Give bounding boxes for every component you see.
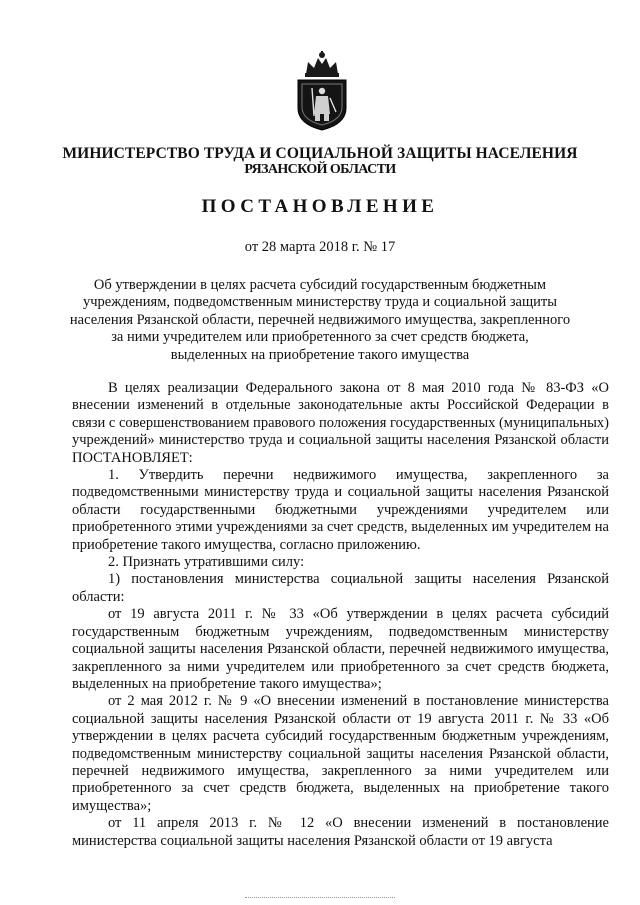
document-body xyxy=(72,380,609,850)
title-line: Об утверждении в целях расчета субсидий государственным бюджетным xyxy=(93,277,547,293)
clause-2-paragraph: 2. Признать утратившими силу: xyxy=(108,554,305,571)
repealed-act-paragraph: от 11 апреля 2013 г. № 12 «О внесении изменений в постановление министерства социальной защиты населения Рязанской области от 19 августа xyxy=(72,815,609,849)
ministry-name-line-2: РЯЗАНСКОЙ ОБЛАСТИ xyxy=(244,162,396,177)
title-line: за ними учредителем или приобретенного за счет средств бюджета, xyxy=(111,329,529,346)
title-line: выделенных на приобретение такого имущества xyxy=(170,346,470,363)
title-line: учреждениям, подведомственным министерству труда и социальной защиты xyxy=(82,294,558,311)
title-line: населения Рязанской области, перечней недвижимого имущества, закрепленного xyxy=(69,311,571,328)
clause-2-1-paragraph: 1) постановления министерства социальной защиты населения Рязанской области: xyxy=(72,571,609,605)
repealed-act-paragraph: от 19 августа 2011 г. № 33 «Об утверждении в целях расчета субсидий государственным бюджетным учреждениям, подведомственным министерству социальной защиты населения Рязанской области, перечней недвижимого имущества, закрепленного за ними учредителем или приобретенного за счет средств бюджета, выделенных на приобретение такого имущества»; xyxy=(72,606,609,692)
document-title xyxy=(60,277,580,364)
scan-footer-mark xyxy=(245,897,395,899)
ministry-name-line-1: МИНИСТЕРСТВО ТРУДА И СОЦИАЛЬНОЙ ЗАЩИТЫ НАСЕЛЕНИЯ xyxy=(62,145,578,162)
clause-1-paragraph: 1. Утвердить перечни недвижимого имущества, закрепленного за подведомственными министерству труда и социальной защиты населения Рязанской области государственными бюджетными учреждениями учредителем или приобретенного этими учреждениями за счет средств, выделенных им учредителем на приобретение такого имущества, согласно приложению. xyxy=(72,467,609,553)
ryazan-coat-of-arms-icon xyxy=(292,50,352,132)
repealed-act-paragraph: от 2 мая 2012 г. № 9 «О внесении изменений в постановление министерства социальной защиты населения Рязанской области от 19 августа 2011 г. № 33 «Об утверждении в целях расчета субсидий государственным бюджетным учреждениям, подведомственным министерству социальной защиты населения Рязанской области, перечней недвижимого имущества, закрепленного за ними учредителем или приобретенного за счет средств бюджета, выделенных на приобретение такого имущества»; xyxy=(72,693,609,814)
document-date-number: от 28 марта 2018 г. № 17 xyxy=(244,239,396,255)
preamble-paragraph: В целях реализации Федерального закона от 8 мая 2010 года № 83-ФЗ «О внесении изменений в отдельные законодательные акты Российской Федерации в связи с совершенствованием правового положения государственных (муниципальных) учреждений» министерство труда и социальной защиты населения Рязанской области ПОСТАНОВЛЯЕТ: xyxy=(72,380,609,466)
document-type-heading: ПОСТАНОВЛЕНИЕ xyxy=(201,196,439,217)
